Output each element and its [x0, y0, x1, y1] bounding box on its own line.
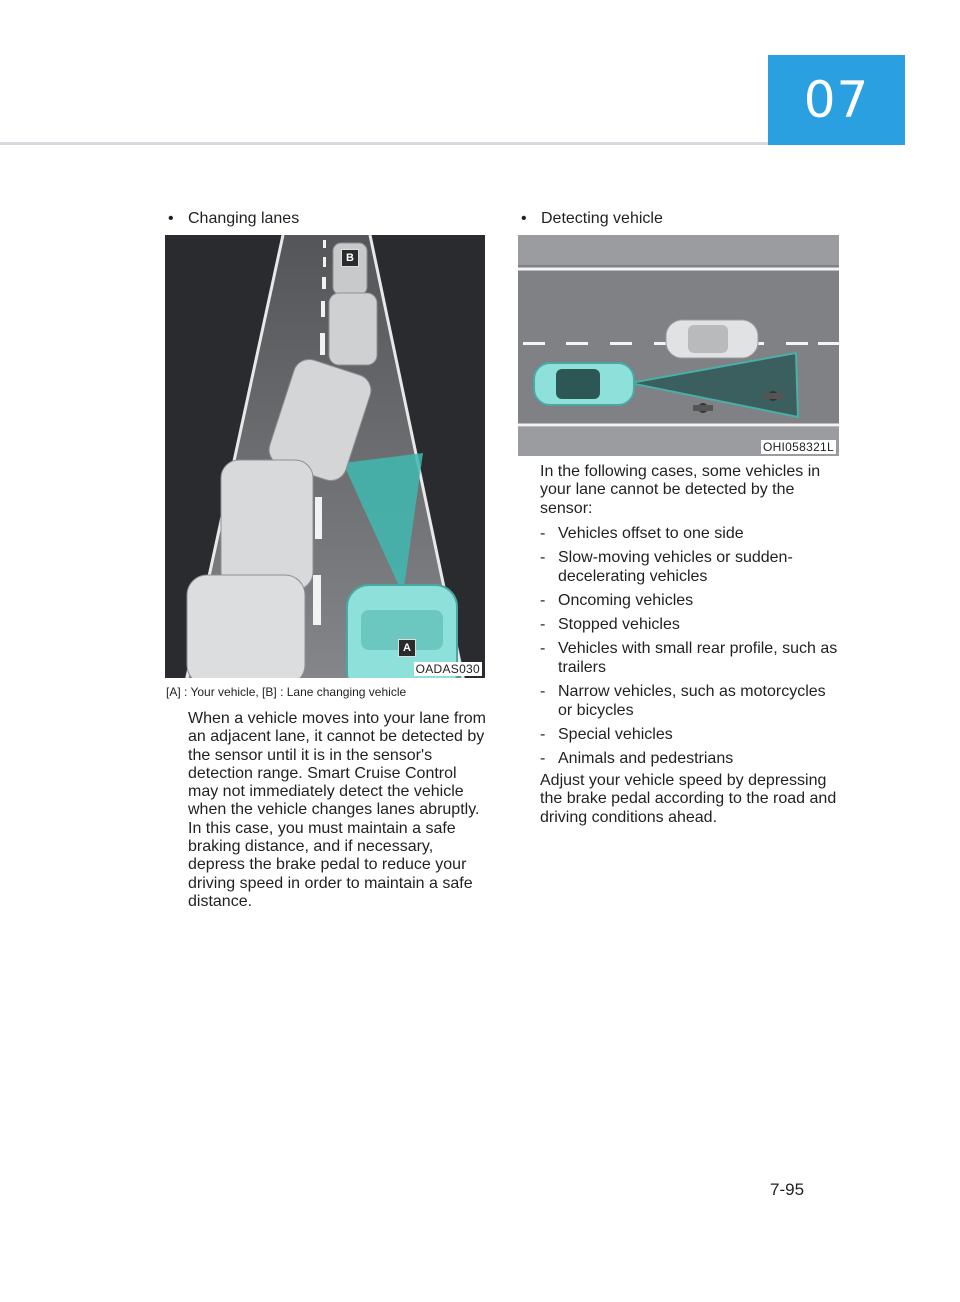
- bullet-label: Changing lanes: [188, 210, 300, 227]
- figure-code: OHI058321L: [762, 440, 834, 454]
- header-rule: [0, 142, 768, 145]
- marker-b: B: [341, 249, 359, 267]
- bullet-dot: •: [521, 210, 527, 227]
- figure-caption: [A] : Your vehicle, [B] : Lane changing vehicle: [166, 685, 407, 699]
- list-item-text: Slow-moving vehicles or sudden-decelerating vehicles: [558, 549, 793, 585]
- list-item: - Narrow vehicles, such as motorcycles or bicycles: [540, 683, 826, 719]
- chapter-tab: [768, 55, 905, 145]
- changing-lanes-paragraph: When a vehicle moves into your lane from an adjacent lane, it cannot be detected by the sensor until it is in the sensor's detection range. Smart Cruise Control may not immediately detect the vehicle when the vehicle changes lanes abruptly. In this case, you must maintain a safe braking distance, and if necessary, depress the brake pedal to reduce your driving speed in order to maintain a safe distance.: [188, 710, 486, 910]
- undetected-list: [540, 524, 842, 773]
- list-item: - Animals and pedestrians: [540, 750, 734, 767]
- figure-code: OADAS030: [415, 662, 480, 676]
- list-item: - Special vehicles: [540, 726, 673, 743]
- figure-changing-lanes: [165, 235, 485, 678]
- bullet-detecting-vehicle: [521, 209, 663, 229]
- list-item-text: Stopped vehicles: [558, 616, 680, 633]
- list-item: - Slow-moving vehicles or sudden-decelerating vehicles: [540, 549, 793, 585]
- road-illustration: [518, 235, 839, 456]
- list-item-text: Vehicles with small rear profile, such as trailers: [558, 640, 838, 676]
- bullet-changing-lanes: [168, 209, 299, 229]
- list-item-text: Oncoming vehicles: [558, 592, 694, 609]
- list-item: - Oncoming vehicles: [540, 592, 694, 609]
- figure-detecting-vehicle: [518, 235, 839, 456]
- bullet-label: Detecting vehicle: [541, 210, 663, 227]
- road-illustration: [165, 235, 485, 678]
- chapter-number: 07: [803, 71, 870, 129]
- list-item-text: Special vehicles: [558, 726, 673, 743]
- marker-a: A: [398, 639, 416, 657]
- list-item: - Vehicles offset to one side: [540, 525, 744, 542]
- list-item: - Stopped vehicles: [540, 616, 680, 633]
- list-item: - Vehicles with small rear profile, such as trailers: [540, 640, 838, 676]
- list-item-text: Narrow vehicles, such as motorcycles or bicycles: [558, 683, 826, 719]
- detection-intro: In the following cases, some vehicles in your lane cannot be detected by the sensor:: [540, 463, 821, 517]
- page-number: 7-95: [770, 1180, 805, 1199]
- bullet-dot: •: [168, 210, 174, 227]
- detection-outro: Adjust your vehicle speed by depressing the brake pedal according to the road and driving conditions ahead.: [540, 772, 837, 826]
- list-item-text: Animals and pedestrians: [558, 750, 734, 767]
- list-item-text: Vehicles offset to one side: [558, 525, 744, 542]
